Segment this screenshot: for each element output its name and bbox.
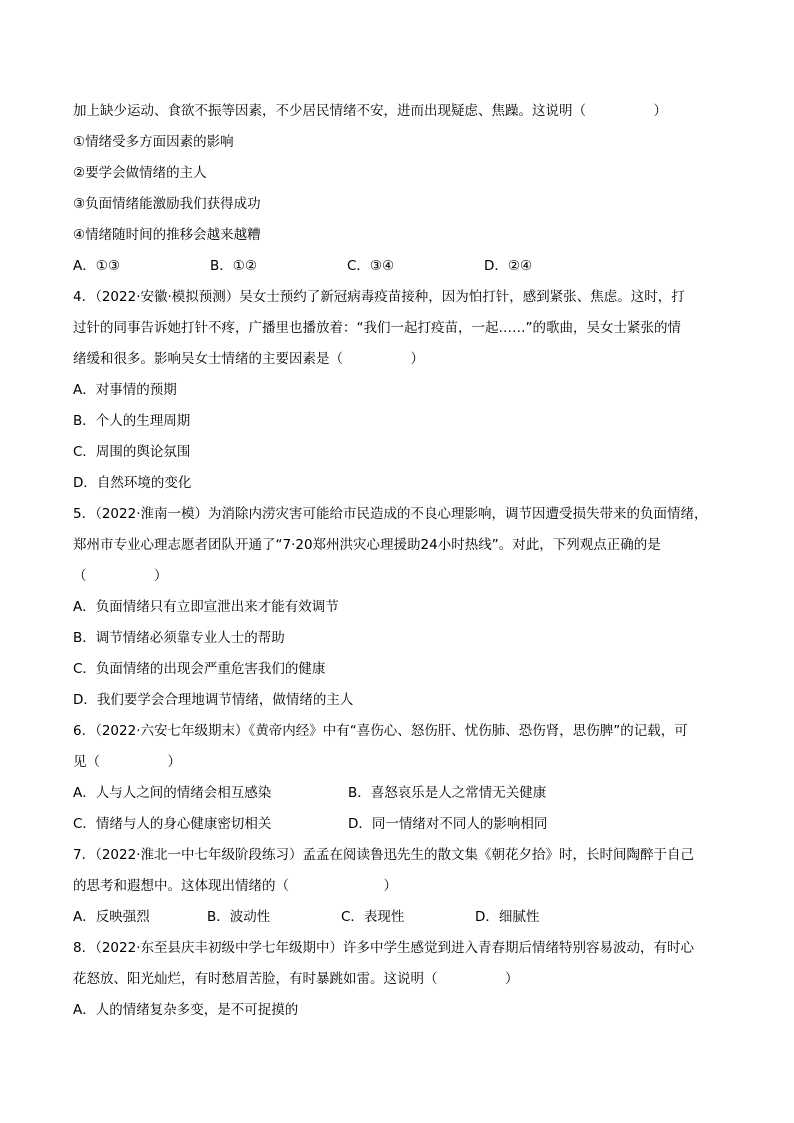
question-4-stem-line: 4．（2022·安徽·模拟预测）吴女士预约了新冠病毒疫苗接种，因为怕打针，感到紧张、焦虑。这时，打 — [73, 289, 685, 305]
option-b[interactable]: B．①② — [210, 258, 257, 274]
option-b[interactable]: B．调节情绪必须靠专业人士的帮助 — [73, 630, 285, 646]
question-7-stem-line: 7．（2022·淮北一中七年级阶段练习）孟孟在阅读鲁迅先生的散文集《朝花夕拾》时，长时间陶醉于自己 — [73, 847, 694, 863]
option-d[interactable]: D．细腻性 — [475, 909, 540, 925]
question-6 — [73, 716, 743, 840]
option-c[interactable]: C．表现性 — [341, 909, 405, 925]
question-8 — [73, 933, 743, 1026]
option-a[interactable]: A．人与人之间的情绪会相互感染 — [73, 785, 272, 801]
question-8-stem-line: 花怒放、阳光灿烂，有时愁眉苦脸，有时暴跳如雷。这说明（ ） — [73, 971, 519, 987]
question-6-stem-line: 6．（2022·六安七年级期末）《黄帝内经》中有“喜伤心、怒伤肝、忧伤肺、恐伤肾，思伤脾”的记载，可 — [73, 723, 688, 739]
question-7 — [73, 840, 743, 933]
option-c[interactable]: C．周围的舆论氛围 — [73, 444, 191, 460]
question-4-stem-line: 绪缓和很多。影响吴女士情绪的主要因素是（ ） — [73, 351, 424, 367]
option-a[interactable]: A．负面情绪只有立即宣泄出来才能有效调节 — [73, 599, 339, 615]
option-a[interactable]: A．人的情绪复杂多变，是不可捉摸的 — [73, 1002, 299, 1018]
option-b[interactable]: B．喜怒哀乐是人之常情无关健康 — [348, 785, 547, 801]
question-8-stem-line: 8．（2022·东至县庆丰初级中学七年级期中）许多中学生感觉到进入青春期后情绪特别容易波动，有时心 — [73, 940, 694, 956]
statement-item: ③负面情绪能激励我们获得成功 — [73, 196, 261, 212]
question-3-options — [73, 251, 743, 282]
option-d[interactable]: D．我们要学会合理地调节情绪，做情绪的主人 — [73, 692, 354, 708]
question-6-options-row — [73, 809, 743, 840]
option-c[interactable]: C．情绪与人的身心健康密切相关 — [73, 816, 272, 832]
statement-item: ①情绪受多方面因素的影响 — [73, 134, 234, 150]
option-b[interactable]: B．波动性 — [207, 909, 271, 925]
question-5 — [73, 499, 743, 716]
statement-item: ④情绪随时间的推移会越来越糟 — [73, 227, 261, 243]
option-d[interactable]: D．②④ — [484, 258, 533, 274]
question-5-stem-line: （ ） — [73, 568, 168, 584]
question-7-options — [73, 902, 743, 933]
option-d[interactable]: D．同一情绪对不同人的影响相同 — [348, 816, 548, 832]
question-document — [73, 96, 743, 1026]
question-4 — [73, 282, 743, 499]
option-c[interactable]: C．负面情绪的出现会严重危害我们的健康 — [73, 661, 326, 677]
option-a[interactable]: A．反映强烈 — [73, 909, 150, 925]
question-6-stem-line: 见（ ） — [73, 754, 181, 770]
question-3-stem: 加上缺少运动、食欲不振等因素，不少居民情绪不安，进而出现疑虑、焦躁。这说明（ ） — [73, 103, 667, 119]
question-3 — [73, 96, 743, 282]
option-a[interactable]: A．①③ — [73, 258, 120, 274]
option-b[interactable]: B．个人的生理周期 — [73, 413, 191, 429]
statement-item: ②要学会做情绪的主人 — [73, 165, 207, 181]
question-5-stem-line: 5．（2022·淮南一模）为消除内涝灾害可能给市民造成的不良心理影响，调节因遭受损失带来的负面情绪， — [73, 506, 708, 522]
question-6-options-row — [73, 778, 743, 809]
question-7-stem-line: 的思考和遐想中。这体现出情绪的（ ） — [73, 878, 397, 894]
option-a[interactable]: A．对事情的预期 — [73, 382, 177, 398]
question-5-stem-line: 郑州市专业心理志愿者团队开通了“7·20郑州洪灾心理援助24小时热线”。对此，下列观点正确的是 — [73, 537, 661, 553]
option-d[interactable]: D．自然环境的变化 — [73, 475, 192, 491]
question-4-stem-line: 过针的同事告诉她打针不疼，广播里也播放着：“我们一起打疫苗，一起……”的歌曲，吴女士紧张的情 — [73, 320, 681, 336]
option-c[interactable]: C．③④ — [347, 258, 395, 274]
